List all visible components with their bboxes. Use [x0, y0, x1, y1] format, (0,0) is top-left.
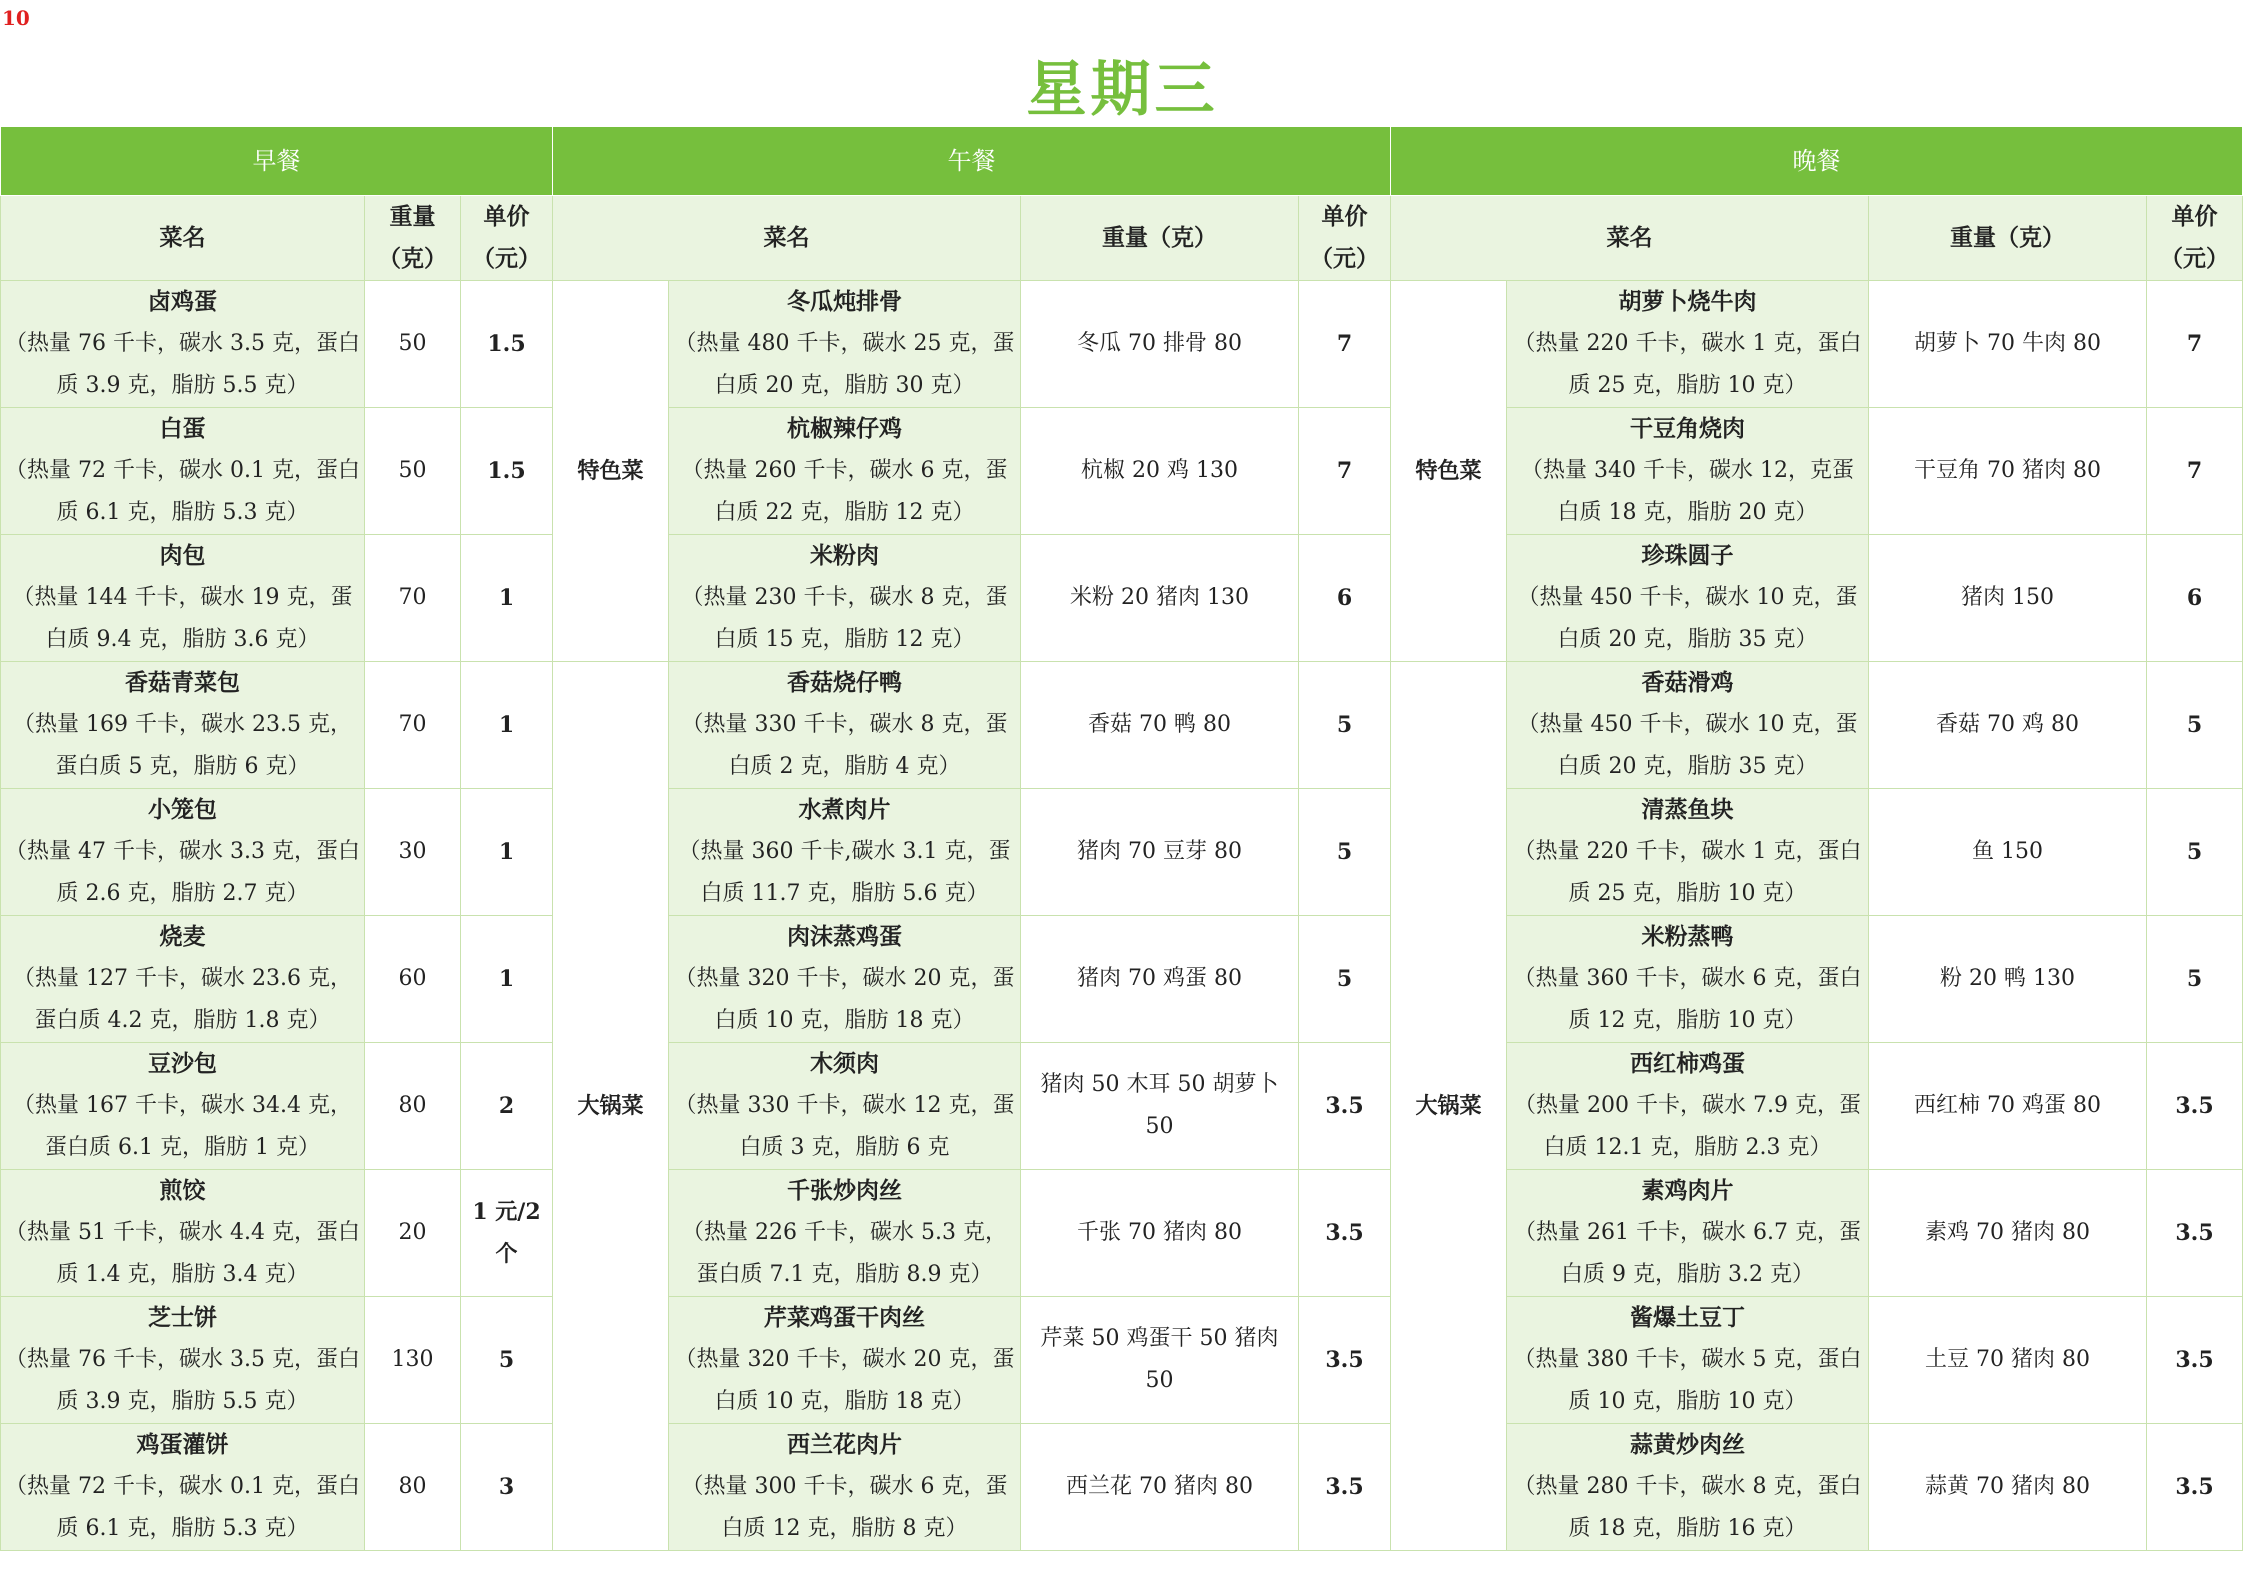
breakfast-dish-name: 香菇青菜包: [125, 669, 240, 696]
dinner-dish-cell: [1507, 916, 1869, 1043]
breakfast-dish-nutrition: （热量 76 千卡，碳水 3.5 克，蛋白质 3.9 克，脂肪 5.5 克）: [5, 331, 360, 398]
lunch-dish-nutrition: （热量 230 千卡，碳水 8 克，蛋白质 15 克，脂肪 12 克）: [681, 585, 1008, 652]
lunch-dish-name: 香菇烧仔鸭: [787, 669, 902, 696]
lunch-dish-name: 西兰花肉片: [787, 1431, 902, 1458]
breakfast-dish-cell: [1, 1424, 365, 1551]
breakfast-dish-nutrition: （热量 169 千卡，碳水 23.5 克，蛋白质 5 克，脂肪 6 克）: [13, 712, 352, 779]
dinner-category-special: 特色菜: [1391, 281, 1507, 662]
dinner-dish-name: 蒜黄炒肉丝: [1630, 1431, 1745, 1458]
breakfast-dish-cell: [1, 408, 365, 535]
dinner-dish-cell: [1507, 535, 1869, 662]
lunch-name-header: 菜名: [553, 196, 1021, 281]
breakfast-weight: 70: [365, 535, 461, 662]
lunch-price: 3.5: [1299, 1043, 1391, 1170]
page-title: 星期三: [1026, 55, 1219, 125]
dinner-price-header: 单价（元）: [2147, 196, 2243, 281]
lunch-dish-cell: [669, 1043, 1021, 1170]
lunch-dish-cell: [669, 789, 1021, 916]
breakfast-dish-name: 芝士饼: [148, 1304, 217, 1331]
lunch-weight: 千张 70 猪肉 80: [1021, 1170, 1299, 1297]
breakfast-dish-nutrition: （热量 72 千卡，碳水 0.1 克，蛋白质 6.1 克，脂肪 5.3 克）: [5, 1474, 360, 1541]
breakfast-name-header: 菜名: [1, 196, 365, 281]
lunch-weight: 猪肉 70 豆芽 80: [1021, 789, 1299, 916]
dinner-header: 晚餐: [1391, 127, 2243, 196]
lunch-dish-nutrition: （热量 260 千卡，碳水 6 克，蛋白质 22 克，脂肪 12 克）: [681, 458, 1008, 525]
table-row: [1, 662, 2243, 789]
dinner-dish-nutrition: （热量 360 千卡，碳水 6 克，蛋白质 12 克，脂肪 10 克）: [1513, 966, 1862, 1033]
breakfast-dish-name: 小笼包: [148, 796, 217, 823]
meal-header-row: [1, 127, 2243, 196]
table-row: [1, 1043, 2243, 1170]
lunch-weight-header: 重量（克）: [1021, 196, 1299, 281]
dinner-dish-name: 珍珠圆子: [1641, 542, 1734, 569]
breakfast-weight: 20: [365, 1170, 461, 1297]
lunch-dish-name: 芹菜鸡蛋干肉丝: [764, 1304, 925, 1331]
lunch-price: 6: [1299, 535, 1391, 662]
breakfast-price: 2: [461, 1043, 553, 1170]
breakfast-dish-nutrition: （热量 72 千卡，碳水 0.1 克，蛋白质 6.1 克，脂肪 5.3 克）: [5, 458, 360, 525]
dinner-dish-cell: [1507, 1043, 1869, 1170]
dinner-dish-nutrition: （热量 340 千卡，碳水 12，克蛋白质 18 克，脂肪 20 克）: [1521, 458, 1854, 525]
breakfast-dish-cell: [1, 281, 365, 408]
breakfast-price: 3: [461, 1424, 553, 1551]
lunch-dish-nutrition: （热量 480 千卡，碳水 25 克，蛋白质 20 克，脂肪 30 克）: [674, 331, 1015, 398]
dinner-weight: 香菇 70 鸡 80: [1869, 662, 2147, 789]
lunch-dish-name: 水煮肉片: [798, 796, 891, 823]
breakfast-price: 5: [461, 1297, 553, 1424]
dinner-dish-name: 清蒸鱼块: [1641, 796, 1734, 823]
lunch-dish-cell: [669, 1297, 1021, 1424]
lunch-price: 5: [1299, 662, 1391, 789]
lunch-dish-nutrition: （热量 330 千卡，碳水 12 克，蛋白质 3 克，脂肪 6 克: [674, 1093, 1015, 1160]
lunch-weight: 冬瓜 70 排骨 80: [1021, 281, 1299, 408]
breakfast-weight: 50: [365, 281, 461, 408]
lunch-weight: 猪肉 50 木耳 50 胡萝卜 50: [1021, 1043, 1299, 1170]
breakfast-price: 1: [461, 535, 553, 662]
breakfast-weight-header: 重量（克）: [365, 196, 461, 281]
dinner-dish-cell: [1507, 1297, 1869, 1424]
lunch-category-special: 特色菜: [553, 281, 669, 662]
page-number: 10: [2, 6, 30, 30]
table-row: [1, 408, 2243, 535]
dinner-dish-cell: [1507, 1170, 1869, 1297]
breakfast-price: 1: [461, 662, 553, 789]
lunch-price: 7: [1299, 281, 1391, 408]
dinner-dish-nutrition: （热量 280 千卡，碳水 8 克，蛋白质 18 克，脂肪 16 克）: [1513, 1474, 1862, 1541]
dinner-price: 7: [2147, 408, 2243, 535]
breakfast-price: 1.5: [461, 408, 553, 535]
breakfast-price-header: 单价（元）: [461, 196, 553, 281]
breakfast-dish-cell: [1, 535, 365, 662]
dinner-dish-name: 胡萝卜烧牛肉: [1618, 288, 1757, 315]
lunch-price-header: 单价（元）: [1299, 196, 1391, 281]
dinner-weight-header: 重量（克）: [1869, 196, 2147, 281]
breakfast-dish-name: 豆沙包: [148, 1050, 217, 1077]
breakfast-weight: 30: [365, 789, 461, 916]
dinner-price: 5: [2147, 789, 2243, 916]
dinner-category-pot: 大锅菜: [1391, 662, 1507, 1551]
breakfast-dish-name: 白蛋: [159, 415, 206, 442]
dinner-weight: 干豆角 70 猪肉 80: [1869, 408, 2147, 535]
lunch-dish-name: 冬瓜炖排骨: [787, 288, 902, 315]
breakfast-dish-name: 肉包: [159, 542, 206, 569]
dinner-dish-nutrition: （热量 261 千卡，碳水 6.7 克，蛋白质 9 克，脂肪 3.2 克）: [1514, 1220, 1861, 1287]
dinner-weight: 猪肉 150: [1869, 535, 2147, 662]
lunch-dish-cell: [669, 916, 1021, 1043]
dinner-price: 7: [2147, 281, 2243, 408]
dinner-name-header: 菜名: [1391, 196, 1869, 281]
table-row: [1, 1297, 2243, 1424]
lunch-dish-name: 肉沫蒸鸡蛋: [787, 923, 902, 950]
lunch-price: 5: [1299, 789, 1391, 916]
lunch-dish-nutrition: （热量 320 千卡，碳水 20 克，蛋白质 10 克，脂肪 18 克）: [674, 1347, 1015, 1414]
dinner-price: 5: [2147, 916, 2243, 1043]
lunch-category-pot: 大锅菜: [553, 662, 669, 1551]
lunch-weight: 芹菜 50 鸡蛋干 50 猪肉 50: [1021, 1297, 1299, 1424]
lunch-price: 3.5: [1299, 1170, 1391, 1297]
dinner-price: 3.5: [2147, 1043, 2243, 1170]
breakfast-weight: 130: [365, 1297, 461, 1424]
dinner-dish-nutrition: （热量 380 千卡，碳水 5 克，蛋白质 10 克，脂肪 10 克）: [1513, 1347, 1862, 1414]
breakfast-header: 早餐: [1, 127, 553, 196]
dinner-price: 5: [2147, 662, 2243, 789]
table-row: [1, 1424, 2243, 1551]
dinner-dish-name: 酱爆土豆丁: [1630, 1304, 1745, 1331]
dinner-dish-cell: [1507, 789, 1869, 916]
lunch-dish-nutrition: （热量 360 千卡,碳水 3.1 克，蛋白质 11.7 克，脂肪 5.6 克）: [678, 839, 1011, 906]
breakfast-weight: 50: [365, 408, 461, 535]
dinner-dish-cell: [1507, 662, 1869, 789]
lunch-price: 7: [1299, 408, 1391, 535]
breakfast-dish-nutrition: （热量 167 千卡，碳水 34.4 克，蛋白质 6.1 克，脂肪 1 克）: [13, 1093, 352, 1160]
table-row: [1, 1170, 2243, 1297]
dinner-dish-name: 干豆角烧肉: [1630, 415, 1745, 442]
lunch-weight: 杭椒 20 鸡 130: [1021, 408, 1299, 535]
lunch-dish-cell: [669, 408, 1021, 535]
breakfast-dish-name: 烧麦: [159, 923, 206, 950]
breakfast-weight: 70: [365, 662, 461, 789]
dinner-dish-name: 西红柿鸡蛋: [1630, 1050, 1745, 1077]
breakfast-dish-cell: [1, 1043, 365, 1170]
dinner-dish-name: 米粉蒸鸭: [1641, 923, 1734, 950]
breakfast-dish-nutrition: （热量 47 千卡，碳水 3.3 克，蛋白质 2.6 克，脂肪 2.7 克）: [5, 839, 360, 906]
lunch-dish-nutrition: （热量 330 千卡，碳水 8 克，蛋白质 2 克，脂肪 4 克）: [681, 712, 1008, 779]
lunch-dish-name: 木须肉: [810, 1050, 879, 1077]
breakfast-dish-name: 鸡蛋灌饼: [136, 1431, 229, 1458]
lunch-weight: 猪肉 70 鸡蛋 80: [1021, 916, 1299, 1043]
dinner-dish-nutrition: （热量 220 千卡，碳水 1 克，蛋白质 25 克，脂肪 10 克）: [1513, 839, 1862, 906]
lunch-weight: 香菇 70 鸭 80: [1021, 662, 1299, 789]
lunch-price: 5: [1299, 916, 1391, 1043]
dinner-weight: 西红柿 70 鸡蛋 80: [1869, 1043, 2147, 1170]
dinner-dish-cell: [1507, 281, 1869, 408]
dinner-weight: 土豆 70 猪肉 80: [1869, 1297, 2147, 1424]
table-row: [1, 281, 2243, 408]
breakfast-dish-cell: [1, 1170, 365, 1297]
lunch-dish-cell: [669, 1170, 1021, 1297]
breakfast-price: 1: [461, 789, 553, 916]
lunch-dish-cell: [669, 535, 1021, 662]
dinner-dish-name: 素鸡肉片: [1641, 1177, 1734, 1204]
table-row: [1, 789, 2243, 916]
dinner-price: 3.5: [2147, 1297, 2243, 1424]
dinner-dish-nutrition: （热量 220 千卡，碳水 1 克，蛋白质 25 克，脂肪 10 克）: [1513, 331, 1862, 398]
lunch-weight: 西兰花 70 猪肉 80: [1021, 1424, 1299, 1551]
breakfast-dish-name: 煎饺: [159, 1177, 206, 1204]
breakfast-weight: 80: [365, 1424, 461, 1551]
menu-table: [0, 126, 2243, 1551]
lunch-dish-cell: [669, 1424, 1021, 1551]
dinner-dish-nutrition: （热量 200 千卡，碳水 7.9 克，蛋白质 12.1 克，脂肪 2.3 克）: [1514, 1093, 1861, 1160]
breakfast-weight: 60: [365, 916, 461, 1043]
breakfast-dish-cell: [1, 789, 365, 916]
lunch-price: 3.5: [1299, 1424, 1391, 1551]
lunch-dish-nutrition: （热量 320 千卡，碳水 20 克，蛋白质 10 克，脂肪 18 克）: [674, 966, 1015, 1033]
table-row: [1, 535, 2243, 662]
lunch-weight: 米粉 20 猪肉 130: [1021, 535, 1299, 662]
dinner-dish-cell: [1507, 1424, 1869, 1551]
dinner-price: 3.5: [2147, 1170, 2243, 1297]
breakfast-dish-nutrition: （热量 51 千卡，碳水 4.4 克，蛋白质 1.4 克，脂肪 3.4 克）: [5, 1220, 360, 1287]
lunch-dish-cell: [669, 662, 1021, 789]
dinner-dish-nutrition: （热量 450 千卡，碳水 10 克，蛋白质 20 克，脂肪 35 克）: [1517, 712, 1858, 779]
dinner-dish-cell: [1507, 408, 1869, 535]
dinner-weight: 胡萝卜 70 牛肉 80: [1869, 281, 2147, 408]
dinner-weight: 鱼 150: [1869, 789, 2147, 916]
dinner-price: 3.5: [2147, 1424, 2243, 1551]
breakfast-dish-nutrition: （热量 76 千卡，碳水 3.5 克，蛋白质 3.9 克，脂肪 5.5 克）: [5, 1347, 360, 1414]
lunch-dish-name: 杭椒辣仔鸡: [787, 415, 902, 442]
breakfast-dish-name: 卤鸡蛋: [148, 288, 217, 315]
lunch-dish-name: 米粉肉: [810, 542, 879, 569]
dinner-weight: 粉 20 鸭 130: [1869, 916, 2147, 1043]
lunch-dish-nutrition: （热量 300 千卡，碳水 6 克，蛋白质 12 克，脂肪 8 克）: [681, 1474, 1008, 1541]
dinner-dish-nutrition: （热量 450 千卡，碳水 10 克，蛋白质 20 克，脂肪 35 克）: [1517, 585, 1858, 652]
dinner-weight: 素鸡 70 猪肉 80: [1869, 1170, 2147, 1297]
breakfast-dish-nutrition: （热量 127 千卡，碳水 23.6 克，蛋白质 4.2 克，脂肪 1.8 克）: [13, 966, 352, 1033]
lunch-dish-cell: [669, 281, 1021, 408]
breakfast-weight: 80: [365, 1043, 461, 1170]
breakfast-price: 1 元/2 个: [461, 1170, 553, 1297]
breakfast-dish-cell: [1, 662, 365, 789]
table-row: [1, 916, 2243, 1043]
menu-body: [1, 281, 2243, 1551]
breakfast-price: 1.5: [461, 281, 553, 408]
dinner-price: 6: [2147, 535, 2243, 662]
breakfast-dish-cell: [1, 1297, 365, 1424]
lunch-price: 3.5: [1299, 1297, 1391, 1424]
breakfast-dish-nutrition: （热量 144 千卡，碳水 19 克，蛋白质 9.4 克，脂肪 3.6 克）: [12, 585, 353, 652]
dinner-weight: 蒜黄 70 猪肉 80: [1869, 1424, 2147, 1551]
lunch-dish-nutrition: （热量 226 千卡，碳水 5.3 克，蛋白质 7.1 克，脂肪 8.9 克）: [682, 1220, 1007, 1287]
breakfast-price: 1: [461, 916, 553, 1043]
column-header-row: [1, 196, 2243, 281]
lunch-dish-name: 千张炒肉丝: [787, 1177, 902, 1204]
breakfast-dish-cell: [1, 916, 365, 1043]
lunch-header: 午餐: [553, 127, 1391, 196]
dinner-dish-name: 香菇滑鸡: [1641, 669, 1734, 696]
